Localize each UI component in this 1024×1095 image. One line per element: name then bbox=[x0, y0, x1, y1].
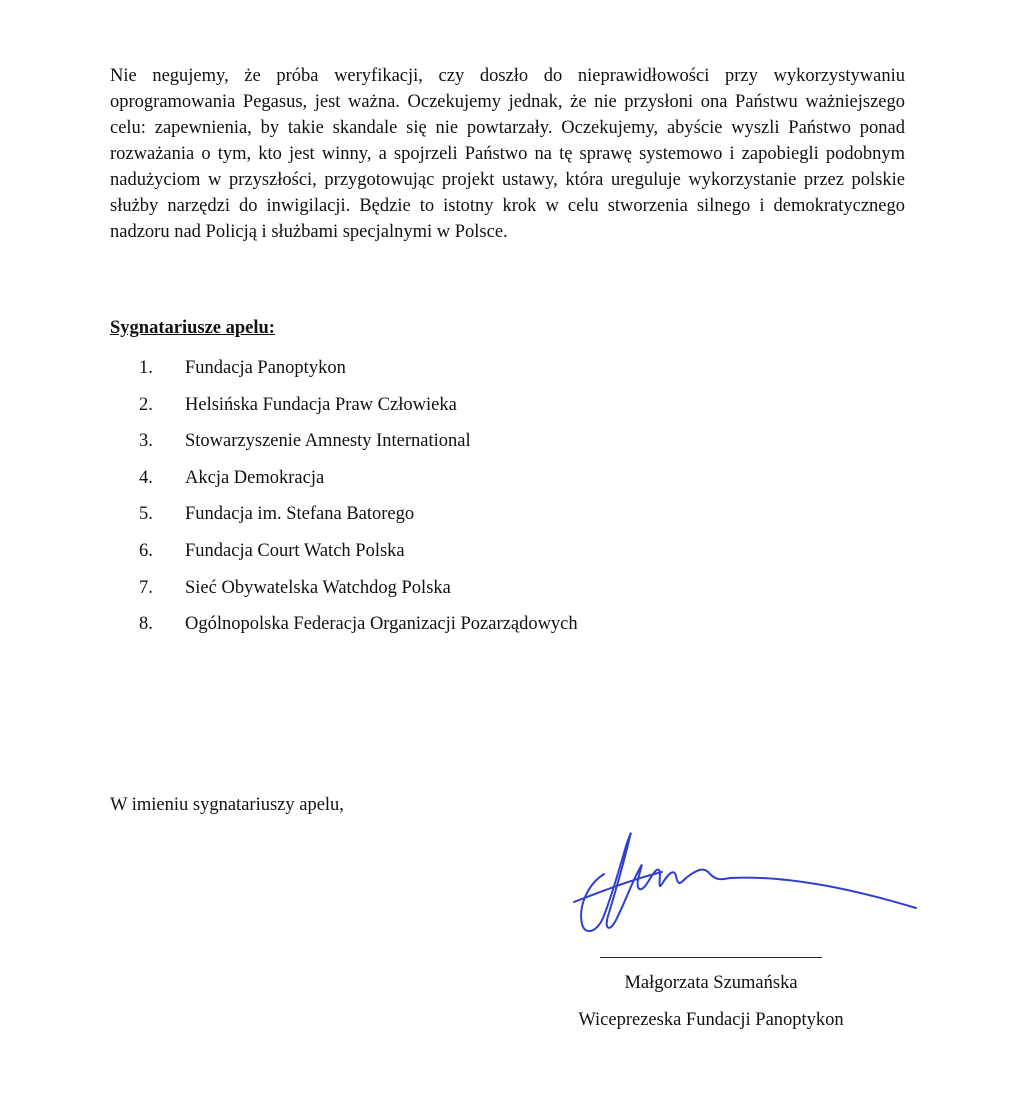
list-item-number: 6. bbox=[139, 540, 153, 561]
list-item bbox=[110, 392, 578, 429]
list-item-number: 1. bbox=[139, 358, 153, 378]
list-item-name: Stowarzyszenie Amnesty International bbox=[185, 431, 471, 452]
signatories-heading: Sygnatariusze apelu: bbox=[110, 318, 275, 338]
signer-role: Wiceprezeska Fundacji Panoptykon bbox=[578, 1010, 844, 1030]
list-item-number: 8. bbox=[139, 614, 153, 635]
list-item-number: 3. bbox=[139, 431, 153, 452]
list-item bbox=[110, 575, 578, 612]
list-item bbox=[110, 465, 578, 502]
signer-name: Małgorzata Szumańska bbox=[624, 973, 798, 993]
list-item bbox=[110, 501, 578, 538]
list-item bbox=[110, 611, 578, 648]
list-item-number: 4. bbox=[139, 467, 153, 488]
list-item-name: Fundacja Court Watch Polska bbox=[185, 540, 405, 561]
list-item-number: 5. bbox=[139, 504, 153, 525]
list-item-name: Ogólnopolska Federacja Organizacji Pozarządowych bbox=[185, 614, 578, 635]
list-item bbox=[110, 355, 578, 392]
signatories-list bbox=[110, 355, 578, 648]
signature-line bbox=[600, 957, 822, 958]
list-item bbox=[110, 538, 578, 575]
list-item-number: 7. bbox=[139, 577, 153, 598]
closing-line: W imieniu sygnatariuszy apelu, bbox=[110, 795, 344, 815]
list-item bbox=[110, 428, 578, 465]
list-item-name: Sieć Obywatelska Watchdog Polska bbox=[185, 577, 451, 598]
list-item-name: Helsińska Fundacja Praw Człowieka bbox=[185, 394, 457, 415]
list-item-name: Fundacja Panoptykon bbox=[185, 358, 346, 378]
list-item-number: 2. bbox=[139, 394, 153, 415]
list-item-name: Fundacja im. Stefana Batorego bbox=[185, 504, 415, 525]
list-item-name: Akcja Demokracja bbox=[185, 467, 325, 488]
body-paragraph: Nie negujemy, że próba weryfikacji, czy doszło do nieprawidłowości przy wykorzystywaniu oprogramowania Pegasus, jest ważna. Oczekujemy jednak, że nie przysłoni ona Państwu ważniejszego celu: zapewnienia, by takie skandale się nie powtarzały. Oczekujemy, abyście wyszli Państwo ponad rozważania o tym, kto jest winny, a spojrzeli Państwo na tę sprawę systemowo i zapobiegli podobnym nadużyciom w przyszłości, przygotowując projekt ustawy, która ureguluje wykorzystanie przez polskie służby narzędzi do inwigilacji. Będzie to istotny krok w celu stworzenia silnego i demokratycznego nadzoru nad Policją i służbami specjalnymi w Polsce. bbox=[110, 66, 905, 242]
handwritten-signature bbox=[570, 820, 925, 940]
